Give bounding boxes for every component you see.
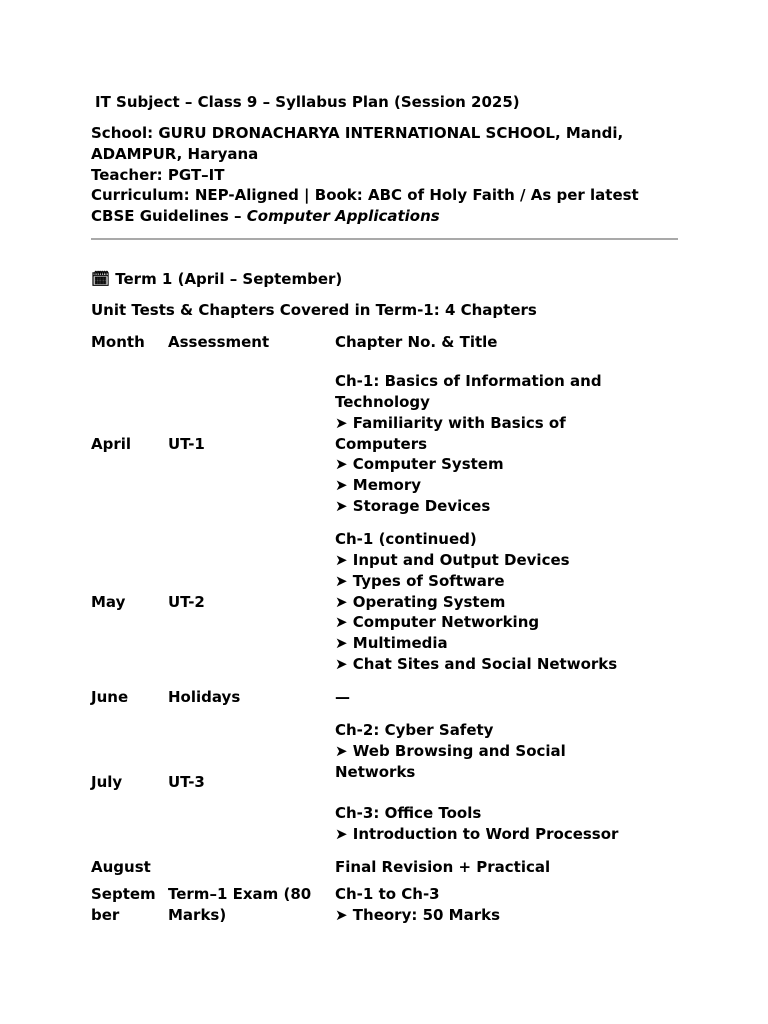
month-line: Septem [91, 885, 156, 903]
assessment-cell: Holidays [168, 688, 241, 707]
chapter-line: ➤ Computer System [335, 455, 504, 474]
chapter-line: Computers [335, 434, 428, 453]
chapter-cell [335, 884, 651, 936]
document-title: IT Subject – Class 9 – Syllabus Plan (Session 2025) [95, 93, 520, 111]
month-cell: July [91, 773, 123, 792]
horizontal-divider [91, 238, 678, 240]
table-row [91, 714, 651, 851]
header-month: Month [91, 333, 145, 351]
table-row [91, 523, 651, 681]
chapter-cell [335, 714, 651, 851]
chapter-line: ➤ Memory [335, 476, 422, 495]
chapter-line: ➤ Multimedia [335, 634, 448, 653]
assessment-cell: UT-3 [168, 773, 205, 792]
table-header-row [91, 332, 651, 365]
chapter-line: Technology [335, 393, 430, 411]
chapter-line: Final Revision + Practical [335, 858, 551, 877]
term-heading: 🗓 Term 1 (April – September) [91, 270, 343, 288]
curriculum-line: Curriculum: NEP-Aligned | Book: ABC of Holy Faith / As per latest [91, 186, 639, 205]
assessment-cell: UT-1 [168, 434, 205, 453]
assessment-line: Marks) [168, 905, 227, 924]
month-cell: April [91, 434, 132, 453]
chapter-line: ➤ Chat Sites and Social Networks [335, 654, 618, 673]
chapter-line: ➤ Storage Devices [335, 496, 491, 515]
school-line: School: GURU DRONACHARYA INTERNATIONAL SCHOOL, Mandi, [91, 124, 624, 142]
table-row [91, 851, 651, 884]
curriculum-prefix: CBSE Guidelines – [91, 207, 247, 226]
teacher-line: Teacher: PGT–IT [91, 165, 225, 184]
chapter-line: ➤ Operating System [335, 592, 506, 611]
header-assessment: Assessment [168, 333, 270, 351]
chapter-line: ➤ Introduction to Word Processor [335, 825, 619, 844]
chapter-line: ➤ Web Browsing and Social [335, 741, 566, 760]
month-cell: August [91, 858, 151, 877]
month-cell: May [91, 592, 126, 611]
table-row [91, 365, 651, 523]
chapter-cell [335, 523, 651, 681]
table-row [91, 681, 651, 714]
chapter-line: Networks [335, 762, 416, 781]
chapter-line: — [335, 688, 350, 707]
school-line-cont: ADAMPUR, Haryana [91, 144, 259, 163]
table-row [91, 884, 651, 936]
chapter-line: ➤ Theory: 50 Marks [335, 905, 501, 924]
chapter-line: Ch-3: Office Tools [335, 804, 482, 823]
curriculum-line-cont [91, 206, 691, 227]
assessment-line: Term–1 Exam (80 [168, 885, 312, 903]
chapter-cell [335, 681, 651, 714]
chapter-line: ➤ Types of Software [335, 571, 505, 590]
chapter-gap [335, 783, 651, 804]
unit-tests-heading: Unit Tests & Chapters Covered in Term-1: 4 Chapters [91, 301, 537, 319]
assessment-cell [168, 851, 335, 884]
curriculum-subject: Computer Applications [246, 207, 440, 226]
chapter-line: ➤ Computer Networking [335, 613, 540, 632]
chapter-line: Ch-1: Basics of Information and [335, 372, 602, 391]
month-cell [91, 884, 168, 936]
chapter-line: ➤ Input and Output Devices [335, 551, 570, 569]
chapter-cell [335, 365, 651, 523]
syllabus-table [91, 332, 651, 936]
assessment-cell [168, 884, 335, 936]
chapter-line: Ch-2: Cyber Safety [335, 721, 494, 740]
chapter-line: ➤ Familiarity with Basics of [335, 413, 566, 432]
chapter-line: Ch-1 (continued) [335, 530, 477, 549]
assessment-cell: UT-2 [168, 592, 205, 611]
month-cell: June [91, 688, 129, 707]
month-line: ber [91, 905, 120, 924]
header-chapter: Chapter No. & Title [335, 333, 498, 351]
document-meta [91, 123, 691, 227]
chapter-line: Ch-1 to Ch-3 [335, 885, 440, 903]
chapter-cell [335, 851, 651, 884]
